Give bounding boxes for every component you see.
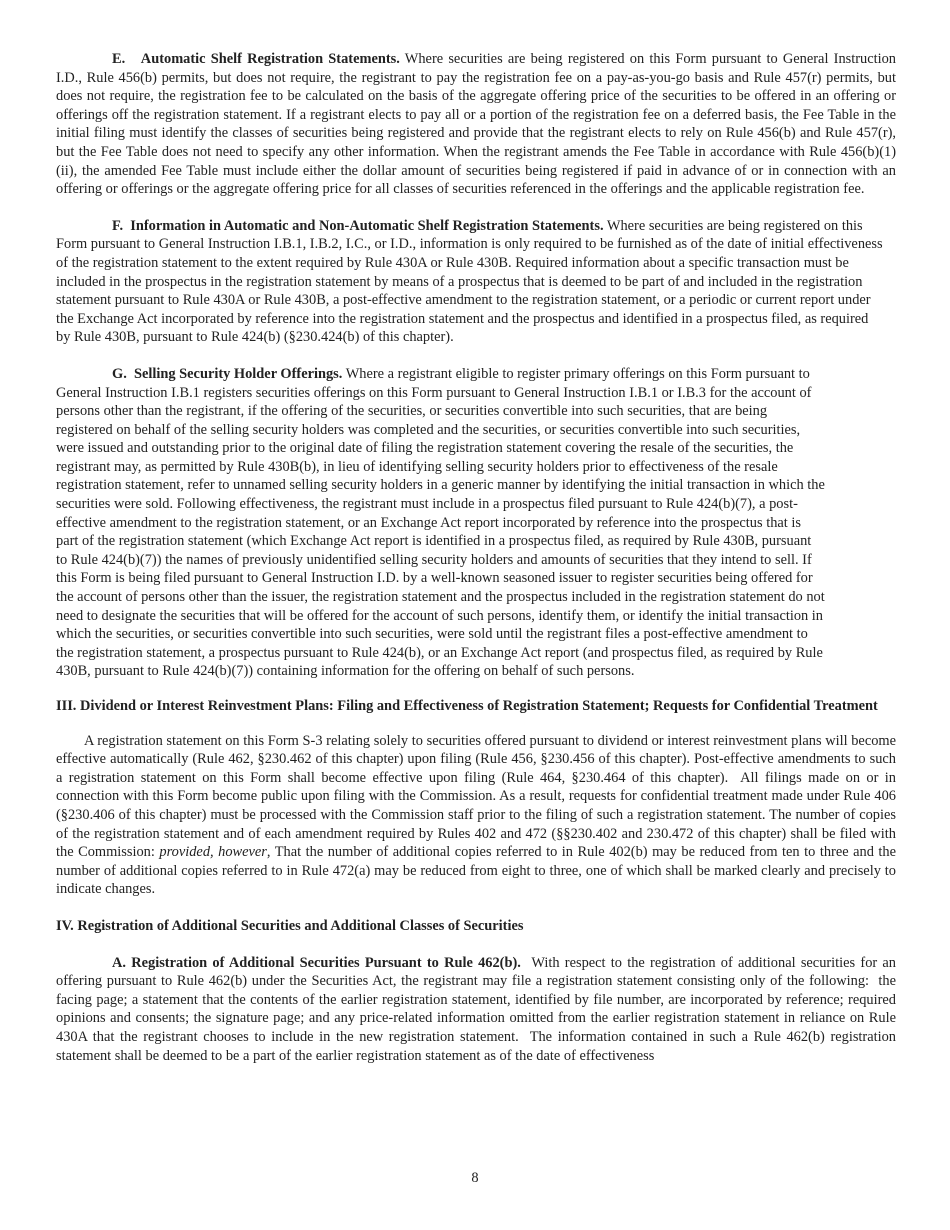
section-e-heading: E. Automatic Shelf Registration Statements.: [112, 51, 400, 67]
section-iii-italic: provided, however: [159, 844, 267, 861]
section-f-body: Where securities are being registered on this Form pursuant to General Instruction I.B.1, I.B.2, I.C., or I.D., information is only required to be furnished as of the date of initial effectiveness of the registration statement to the extent required by Rule 430A or Rule 430B. Required information about a specific transaction must be included in the prospectus in the registration statement by means of a prospectus that is deemed to be part of and included in the registration statement pursuant to Rule 430A or Rule 430B, a post-effective amendment to the registration statement, or a periodic or current report under the Exchange Act incorporated by reference into the registration statement and the prospectus and identified in a prospectus filed, as required by Rule 430B, pursuant to Rule 424(b) (§230.424(b) of this chapter).: [56, 217, 883, 346]
section-iv-a: [56, 954, 896, 1066]
section-f: [56, 217, 886, 347]
section-g-heading: G. Selling Security Holder Offerings.: [112, 365, 343, 382]
section-iii-body: [56, 732, 896, 899]
section-e: [56, 50, 896, 199]
section-iv-a-body: With respect to the registration of additional securities for an offering pursuant to Rule 462(b) under the Securities Act, the registrant may file a registration statement consisting only of the following: the facing page; a statement that the contents of the earlier registration statement, identified by file number, are incorporated by reference; required opinions and consents; the signature page; and any price-related information omitted from the earlier registration statement in reliance on Rule 430A that the registrant chooses to include in the new registration statement. The information contained in such a Rule 462(b) registration statement shall be deemed to be a part of the earlier registration statement as of the date of effectiveness: [56, 954, 896, 1064]
section-iv-heading: IV. Registration of Additional Securities and Additional Classes of Securities: [56, 917, 524, 934]
section-iii-heading: III. Dividend or Interest Reinvestment Plans: Filing and Effectiveness of Registration Statement; Requests for Confidential Treatment: [56, 698, 878, 714]
section-e-body: Where securities are being registered on this Form pursuant to General Instruction I.D., Rule 456(b) permits, but does not require, the registrant to pay the registration fee on a pay-as-you-go basis and Rule 457(r) permits, but does not require, the registration fee to be calculated on the basis of the aggregate offering price of the securities to be offered in an offering or offerings off the registration statement. If a registrant elects to pay all or a portion of the registration fee on a deferred basis, the Fee Table in the initial filing must identify the classes of securities being registered and provide that the registrant elects to rely on Rule 456(b) and Rule 457(r), but the Fee Table does not need to specify any other information. When the registrant amends the Fee Table in accordance with Rule 456(b)(1)(ii), the amended Fee Table must include either the dollar amount of securities being registered if paid in advance of or in connection with an offering or offerings or the aggregate offering price for all classes of securities referenced in the offerings and the applicable registration fee.: [56, 51, 896, 198]
section-g-body: Where a registrant eligible to register primary offerings on this Form pursuant to General Instruction I.B.1 registers securities offerings on this Form pursuant to General Instruction I.B.1 or I.B.3 for the account of persons other than the registrant, if the offering of the securities, or securities convertible into such securities, that are being registered on behalf of the selling security holders was completed and the securities, or securities convertible into such securities, were issued and outstanding prior to the original date of filing the registration statement covering the resale of the securities, the registrant may, as permitted by Rule 430B(b), in lieu of identifying selling security holders prior to effectiveness of the resale registration statement, refer to unnamed selling security holders in a generic manner by identifying the initial transaction in which the securities were sold. Following effectiveness, the registrant must include in a prospectus filed pursuant to Rule 424(b)(7), a post-effective amendment to the registration statement, or an Exchange Act report incorporated by reference into the prospectus that is part of the registration statement (which Exchange Act report is identified in a prospectus filed, as required by Rule 430B, pursuant to Rule 424(b)(7)) the names of previously unidentified selling security holders and amounts of securities that they intend to sell. If this Form is being filed pursuant to General Instruction I.D. by a well-known seasoned issuer to register securities being offered for the account of persons other than the issuer, the registration statement and the prospectus included in the registration statement do not need to designate the securities that will be offered for the account of such persons, identify them, or identify the initial transaction in which the securities, or securities convertible into such securities, were sold until the registrant files a post-effective amendment to the registration statement, a prospectus pursuant to Rule 424(b), or an Exchange Act report (and prospectus filed, as required by Rule 430B, pursuant to Rule 424(b)(7)) containing information for the offering on behalf of such persons.: [56, 365, 825, 680]
page-number: 8: [471, 1170, 479, 1186]
section-iii-text-1: A registration statement on this Form S-3 relating solely to securities offered pursuant to dividend or interest reinvestment plans will become effective automatically (Rule 462, §230.462 of this chapter) upon filing (Rule 456, §230.456 of this chapter). Post-effective amendments to such a registration statement on this Form shall become effective upon filing (Rule 464, §230.464 of this chapter). All filings made on or in connection with this Form become public upon filing with the Commission. As a result, requests for confidential treatment made under Rule 406 (§230.406 of this chapter) must be processed with the Commission staff prior to the filing of such a registration statement. The number of copies of the registration statement and of each amendment required by Rules 402 and 472 (§§230.402 and 230.472 of this chapter) shall be filed with the Commission:: [56, 732, 896, 861]
section-iv-a-heading: A. Registration of Additional Securities Pursuant to Rule 462(b).: [112, 954, 521, 971]
document-page: [56, 50, 896, 1065]
section-iii-text-2: , That the number of additional copies referred to in Rule 402(b) may be reduced from ten to three and the number of additional copies referred to in Rule 472(a) may be reduced from eight to three, one of which shall be marked clearly and precisely to indicate changes.: [56, 844, 896, 898]
section-g: [56, 365, 826, 681]
section-f-heading: F. Information in Automatic and Non-Automatic Shelf Registration Statements.: [112, 217, 604, 234]
